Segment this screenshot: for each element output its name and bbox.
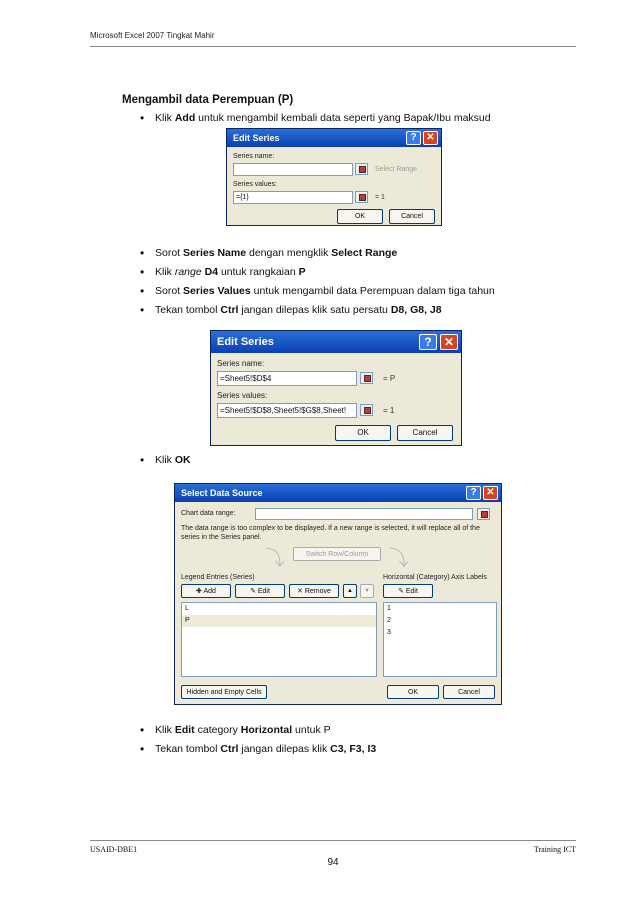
select-range-hint: Select Range [375, 166, 418, 173]
close-icon[interactable]: ✕ [440, 334, 458, 350]
category-item[interactable]: 3 [387, 629, 391, 636]
series-values-label: Series values: [233, 181, 277, 188]
category-list[interactable] [383, 602, 497, 677]
ok-button[interactable]: OK [337, 209, 383, 224]
series-name-label: Series name: [233, 153, 275, 160]
dialog-titlebar: Edit Series ? ✕ [227, 129, 441, 147]
help-icon[interactable]: ? [466, 486, 481, 500]
hidden-empty-cells-button[interactable]: Hidden and Empty Cells [181, 685, 267, 699]
series-list[interactable] [181, 602, 377, 677]
chart-range-label: Chart data range: [181, 510, 236, 517]
range-message: The data range is too complex to be displayed. If a new range is selected, it will replace all of the series in the Series panel. [181, 525, 480, 541]
arrow-down-left-icon: ⤵ [265, 548, 285, 570]
ok-button[interactable]: OK [335, 425, 391, 441]
list-item: • Sorot Series Values untuk mengambil data Perempuan dalam tiga tahun [140, 283, 495, 302]
help-icon[interactable]: ? [406, 131, 421, 145]
cancel-button[interactable]: Cancel [389, 209, 435, 224]
cancel-button[interactable]: Cancel [443, 685, 495, 699]
footer-left: USAID-DBE1 [90, 845, 138, 854]
range-picker-icon[interactable] [360, 404, 373, 416]
range-picker-icon[interactable] [355, 163, 368, 175]
close-icon[interactable]: ✕ [423, 131, 438, 145]
bullet-list-3 [140, 452, 191, 471]
range-picker-icon[interactable] [477, 508, 490, 520]
bullet-list-2 [140, 245, 495, 321]
series-item[interactable]: L [185, 605, 189, 612]
series-name-input[interactable] [233, 163, 353, 176]
range-picker-icon[interactable] [355, 191, 368, 203]
chart-range-input[interactable] [255, 508, 473, 520]
help-icon[interactable]: ? [419, 334, 437, 350]
add-button[interactable]: ✚ Add [181, 584, 231, 598]
series-values-result: = 1 [375, 194, 385, 201]
series-values-input[interactable]: ={1} [233, 191, 353, 204]
series-values-result: = 1 [383, 406, 395, 415]
series-name-input[interactable]: =Sheet5!$D$4 [217, 371, 357, 386]
edit-series-dialog-1 [226, 128, 442, 226]
select-data-source-dialog [174, 483, 502, 705]
footer-right: Training ICT [533, 845, 576, 854]
series-name-label: Series name: [217, 359, 265, 368]
category-item[interactable]: 2 [387, 617, 391, 624]
list-item: • Tekan tombol Ctrl jangan dilepas klik satu persatu D8, G8, J8 [140, 302, 495, 321]
series-item[interactable]: P [182, 615, 376, 627]
dialog-titlebar: Edit Series ? ✕ [211, 331, 461, 353]
legend-entries-label: Legend Entries (Series) [181, 574, 255, 581]
axis-labels-label: Horizontal (Category) Axis Labels [383, 574, 487, 581]
list-item: • Klik OK [140, 452, 191, 471]
header-text: Microsoft Excel 2007 Tingkat Mahir [90, 31, 215, 40]
switch-row-column-button[interactable]: Switch Row/Column [293, 547, 381, 561]
list-item: • Tekan tombol Ctrl jangan dilepas klik C3, F3, I3 [140, 741, 376, 760]
page-footer [90, 840, 576, 868]
bullet-list-4 [140, 722, 376, 760]
list-item: • Klik Add untuk mengambil kembali data seperti yang Bapak/Ibu maksud [140, 110, 491, 129]
page-header [90, 25, 576, 47]
cancel-button[interactable]: Cancel [397, 425, 453, 441]
bullet-list-1 [140, 110, 491, 129]
series-values-label: Series values: [217, 391, 268, 400]
series-values-input[interactable]: =Sheet5!$D$8,Sheet5!$G$8,Sheet! [217, 403, 357, 418]
edit-button[interactable]: ✎ Edit [235, 584, 285, 598]
list-item: • Klik range D4 untuk rangkaian P [140, 264, 495, 283]
series-name-result: = P [383, 374, 396, 383]
edit-icon: ✎ [250, 588, 258, 595]
remove-button[interactable]: ✕ Remove [289, 584, 339, 598]
category-item[interactable]: 1 [387, 605, 391, 612]
list-item: • Klik Edit category Horizontal untuk P [140, 722, 376, 741]
edit-icon: ✎ [398, 588, 406, 595]
list-item: • Sorot Series Name dengan mengklik Select Range [140, 245, 495, 264]
move-down-button[interactable]: ▼ [360, 584, 374, 598]
move-up-button[interactable]: ▲ [343, 584, 357, 598]
section-title: Mengambil data Perempuan (P) [122, 94, 294, 106]
page-number: 94 [327, 857, 339, 868]
ok-button[interactable]: OK [387, 685, 439, 699]
dialog-titlebar: Select Data Source ? ✕ [175, 484, 501, 502]
arrow-down-right-icon: ⤵ [389, 548, 409, 570]
remove-icon: ✕ [297, 588, 305, 595]
edit-series-dialog-2 [210, 330, 462, 446]
range-picker-icon[interactable] [360, 372, 373, 384]
add-icon: ✚ [196, 588, 204, 595]
close-icon[interactable]: ✕ [483, 486, 498, 500]
axis-edit-button[interactable]: ✎ Edit [383, 584, 433, 598]
